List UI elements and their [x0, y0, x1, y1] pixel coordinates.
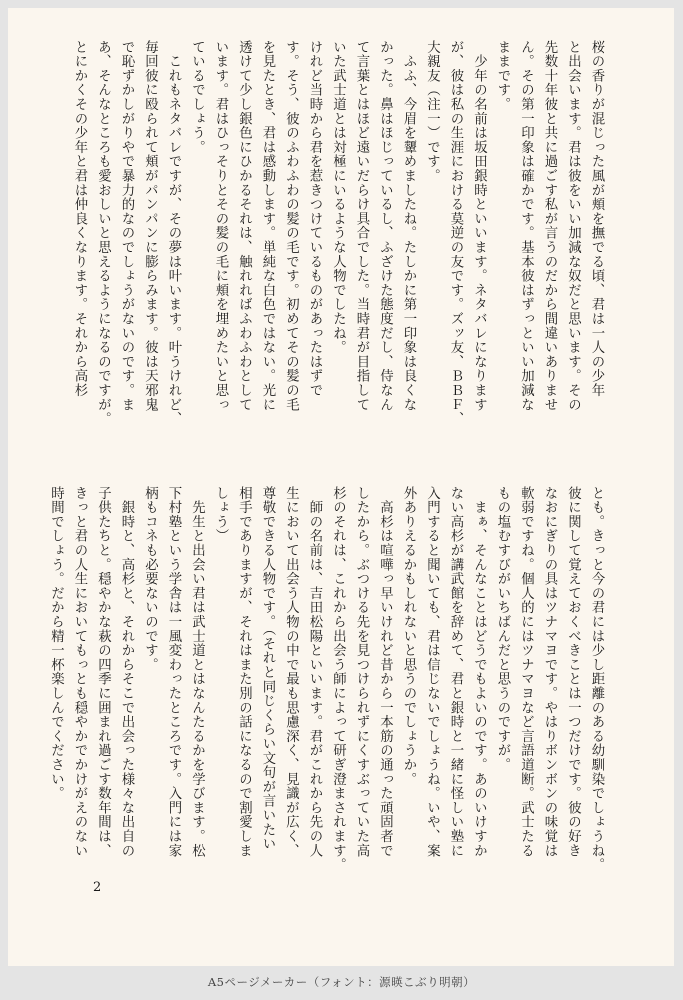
text-line: 生において出会う人物の中で最も思慮深く、見識が広く、 [283, 486, 299, 858]
text-line: ているでしょう。 [189, 40, 205, 155]
text-line: これもネタバレですが、その夢は叶います。叶うけれど、 [166, 40, 181, 427]
text-line: 杉のそれは、これから出会う師によって研ぎ澄まされます。 [330, 486, 346, 873]
text-line: 先生と出会い君は武士道とはなんたるかを学びます。松 [189, 486, 205, 858]
text-line: もの塩むすびがいちばんだと思うのですが。 [495, 486, 510, 772]
text-line: 高杉は喧嘩っ早いけれど昔から一本筋の通った頑固者で [377, 486, 393, 858]
text-line: を見たとき、君は感動します。単純な白色ではない。光に [260, 40, 275, 412]
footer-caption: A5ページメーカー（フォント：源暎こぶり明朝） [207, 975, 476, 989]
text-line: 桜の香りが混じった風が頬を撫でる頃、君は一人の少年 [589, 40, 604, 398]
text-line: 入門すると聞いても、君は信じないでしょうね。いや、案 [424, 486, 440, 858]
text-line: まぁ、そんなことはどうでもよいのです。あのいけすか [471, 486, 487, 858]
text-line: ない高杉が講武館を辞めて、君と銀時と一緒に怪しい塾に [448, 486, 463, 858]
text-line: 師の名前は、吉田松陽といいます。君がこれから先の人 [307, 486, 322, 858]
text-line: 銀時と、高杉と、それからそこで出会った様々な出自の [119, 486, 134, 858]
text-line: 柄もコネも必要ないのです。 [142, 486, 158, 672]
text-line: いた武士道とは対極にいるような人物でしたね。 [330, 40, 346, 355]
text-column-bottom [48, 486, 608, 906]
text-line: て言葉とはほど遠いだらけ具合でした。当時君が目指して [354, 40, 369, 412]
text-line: で恥ずかしがりやで暴力的なのでしょうがないのです。ま [119, 40, 134, 412]
text-line: ん。その第一印象は確かです。基本彼はずっといい加減な [518, 40, 534, 412]
text-line: しょう） [213, 486, 228, 544]
text-column-top [72, 40, 608, 460]
text-line: 透けて少し銀色にひかるそれは、触れればふわふわとして [236, 40, 252, 412]
text-line: 外ありえるかもしれないと思うのでしょうか。 [401, 486, 416, 787]
text-line: 相手でありますが、それはまた別の話になるので割愛しま [236, 486, 252, 858]
text-line: 軟弱ですね。個人的にはツナマヨなど言語道断。武士たる [518, 486, 534, 858]
text-line: 先数十年彼と共に過ごす私が言うのだから間違いありませ [542, 40, 557, 412]
text-line: ままです。 [495, 40, 510, 112]
text-line: あ、そんなところも愛おしいと思えるようになるのですが。 [95, 40, 111, 427]
text-line: います。君はひっそりとその髪の毛に頬を埋めたいと思っ [213, 40, 228, 412]
text-line: かった。鼻はほじっているし、ふざけた態度だし、侍なん [377, 40, 393, 412]
text-line: とも。きっと今の君には少し距離のある幼馴染でしょうね。 [589, 486, 604, 873]
text-line: 少年の名前は坂田銀時といいます。ネタバレになります [471, 40, 487, 412]
document-page [8, 8, 674, 966]
text-line: とにかくその少年と君は仲良くなります。それから高杉 [72, 40, 87, 398]
text-line: 時間でしょう。だから精一杯楽しんでください。 [48, 486, 64, 801]
text-line: 毎回彼に殴られて頬がパンパンに膨らみます。彼は天邪鬼 [142, 40, 158, 412]
text-line: なおにぎりの具はツナマヨです。やはりボンボンの味覚は [542, 486, 557, 858]
text-line: 子供たちと。穏やかな萩の四季に囲まれ過ごす数年間は、 [95, 486, 111, 858]
text-line: 彼に関して覚えておくべきことは一つだけです。彼の好き [565, 486, 581, 858]
text-line: ふふ、今眉を顰めましたね。たしかに第一印象は良くな [401, 40, 416, 412]
text-line: したから。ぶつける先を見つけられずにくすぶっていた高 [354, 486, 369, 858]
page-number: 2 [93, 880, 102, 895]
text-line: 大親友（注一）です。 [424, 40, 440, 183]
text-line: 尊敬できる人物です。（それと同じくらい文句が言いたい [260, 486, 275, 852]
text-line: す。そう、彼のふわふわの髪の毛です。初めてその髪の毛 [283, 40, 299, 412]
text-line: 下村塾という学舎は一風変わったところです。入門には家 [166, 486, 181, 858]
text-line: が、彼は私の生涯における莫逆の友です。ズッ友、ＢＢＦ、 [448, 40, 463, 427]
text-line: と出会います。君は彼をいい加減な奴だと思います。その [565, 40, 581, 412]
text-line: けれど当時から君を惹きつけているものがあったはずで [307, 40, 322, 398]
text-line: きっと君の人生においてもっとも穏やかでかけがえのない [72, 486, 87, 858]
